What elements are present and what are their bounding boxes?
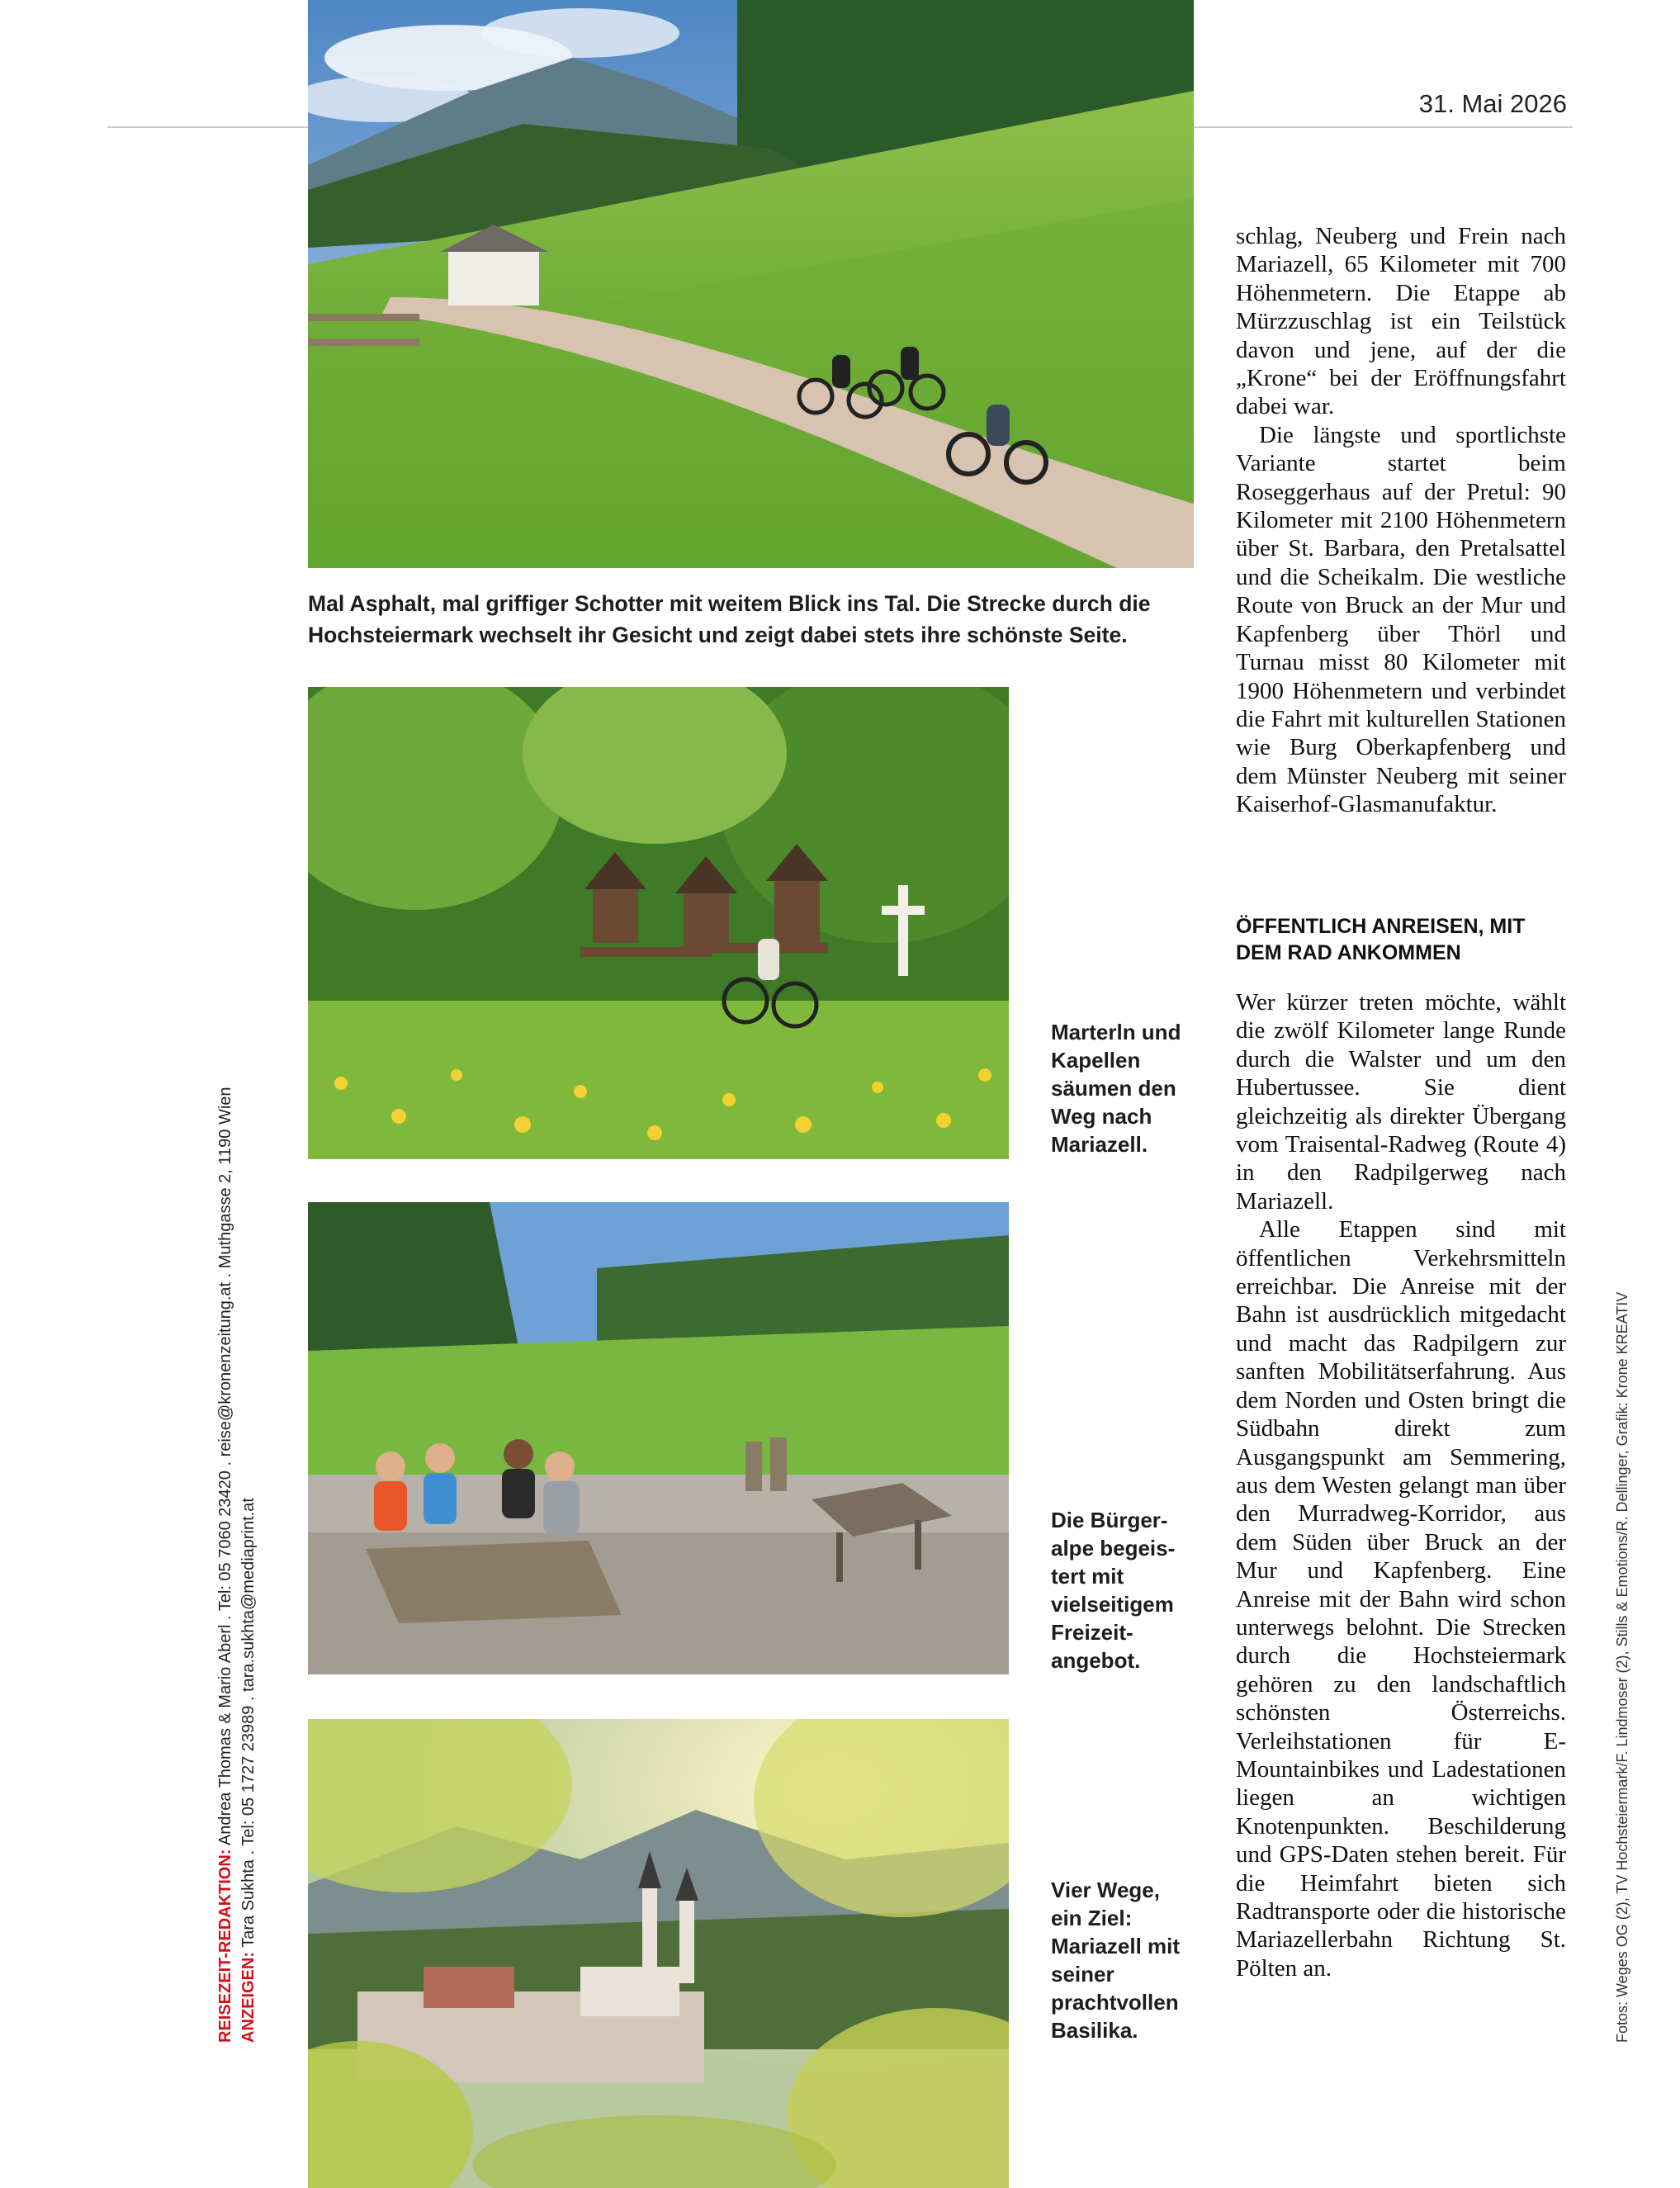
- photo-wayside-shrines: [308, 687, 1009, 1159]
- article-paragraph: Alle Etappen sind mit öffentlichen Verkehrsmitteln erreichbar. Die Anreise mit der Bahn ist ausdrücklich mitgedacht und macht das Radpilgern zur sanften Mobilitätserfahrung. Aus dem Norden und Osten bringt die Südbahn direkt zum Ausgangspunkt am Semmering, aus dem Westen gelangt man über den Murradweg-Korridor, aus dem Süden über Bruck an der Mur und Kapfenberg. Eine Anreise mit der Bahn wird schon unterwegs belohnt. Die Strecken durch die Hochsteiermark gehören zu den landschaftlich schönsten Österreichs. Verleihstationen für E-Mountainbikes und Ladestationen liegen an wichtigen Knotenpunkten. Beschilderung und GPS-Daten stehen bereit. Für die Heimfahrt bieten sich Radtransporte oder die historische Mariazellerbahn Richtung St. Pölten an.: [1236, 1216, 1566, 1982]
- article-paragraph: Wer kürzer treten möchte, wählt die zwölf Kilometer lange Runde durch die Walster und um den Hubertussee. Sie dient gleichzeitig als direkter Übergang vom Traisental-Radweg (Route 4) in den Radpilgerweg nach Mariazell.: [1236, 989, 1566, 1215]
- photo-cyclists-gravel-road: [308, 0, 1194, 568]
- photo-caption-mariazell: Vier Wege, ein Ziel: Mariazell mit seiner prachtvollen Basilika.: [1051, 1878, 1181, 2043]
- photo-caption-buergeralpe: Die Bürger-alpe begeis-tert mit vielseitigem Freizeit-angebot.: [1051, 1508, 1176, 1673]
- imprint-anzeigen-text: Tara Sukhta . Tel: 05 1727 23989 . tara.sukhta@mediaprint.at: [239, 1498, 258, 1952]
- article-subheading: ÖFFENTLICH ANREISEN, MIT DEM RAD ANKOMMEN: [1236, 915, 1526, 964]
- imprint-redaktion: [216, 1087, 235, 2043]
- issue-date: 31. Mai 2026: [1418, 89, 1567, 118]
- photo-credits: Fotos: Weges OG (2), TV Hochsteiermark/F. Lindmoser (2), Stills & Emotions/R. Dellinger, Grafik: Krone KREATIV: [1614, 1291, 1630, 2043]
- imprint-anzeigen: [239, 1498, 258, 2043]
- imprint-redaktion-text: Andrea Thomas & Mario Aberl . Tel: 05 7060 23420 . reise@kronenzeitung.at . Muthgasse 2, 1190 Wien: [216, 1087, 234, 1849]
- article-column-top: [1236, 222, 1566, 819]
- header-rule-left: [107, 126, 310, 128]
- header-rule-right: [1193, 126, 1573, 128]
- photo-caption-shrines: Marterln und Kapellen säumen den Weg nach Mariazell.: [1051, 1020, 1181, 1157]
- photo-mariazell-basilica: [308, 1719, 1009, 2188]
- photo-caption-cyclists: Mal Asphalt, mal griffiger Schotter mit weitem Blick ins Tal. Die Strecke durch die Hochsteiermark wechselt ihr Gesicht und zeigt dabei stets ihre schönste Seite.: [308, 591, 1151, 647]
- photo-buergeralpe-family: [308, 1202, 1009, 1674]
- article-paragraph: schlag, Neuberg und Frein nach Mariazell, 65 Kilometer mit 700 Höhenmetern. Die Etappe ab Mürzzuschlag ist ein Teilstück davon und jene, auf der die „Krone“ bei der Eröffnungsfahrt dabei war.: [1236, 223, 1566, 420]
- article-paragraph: Die längste und sportlichste Variante startet beim Roseggerhaus auf der Pretul: 90 Kilometer mit 2100 Höhenmetern über St. Barbara, den Pretalsattel und die Scheikalm. Die westliche Route von Bruck an der Mur und Kapfenberg über Thörl und Turnau misst 80 Kilometer mit 1900 Höhenmetern und verbindet die Fahrt mit kulturellen Stationen wie Burg Oberkapfenberg und dem Münster Neuberg mit seiner Kaiserhof-Glasmanufaktur.: [1236, 421, 1566, 818]
- article-column-bottom: [1236, 988, 1566, 1982]
- imprint-anzeigen-label: ANZEIGEN:: [239, 1952, 258, 2043]
- imprint-redaktion-label: REISEZEIT-REDAKTION:: [216, 1849, 234, 2043]
